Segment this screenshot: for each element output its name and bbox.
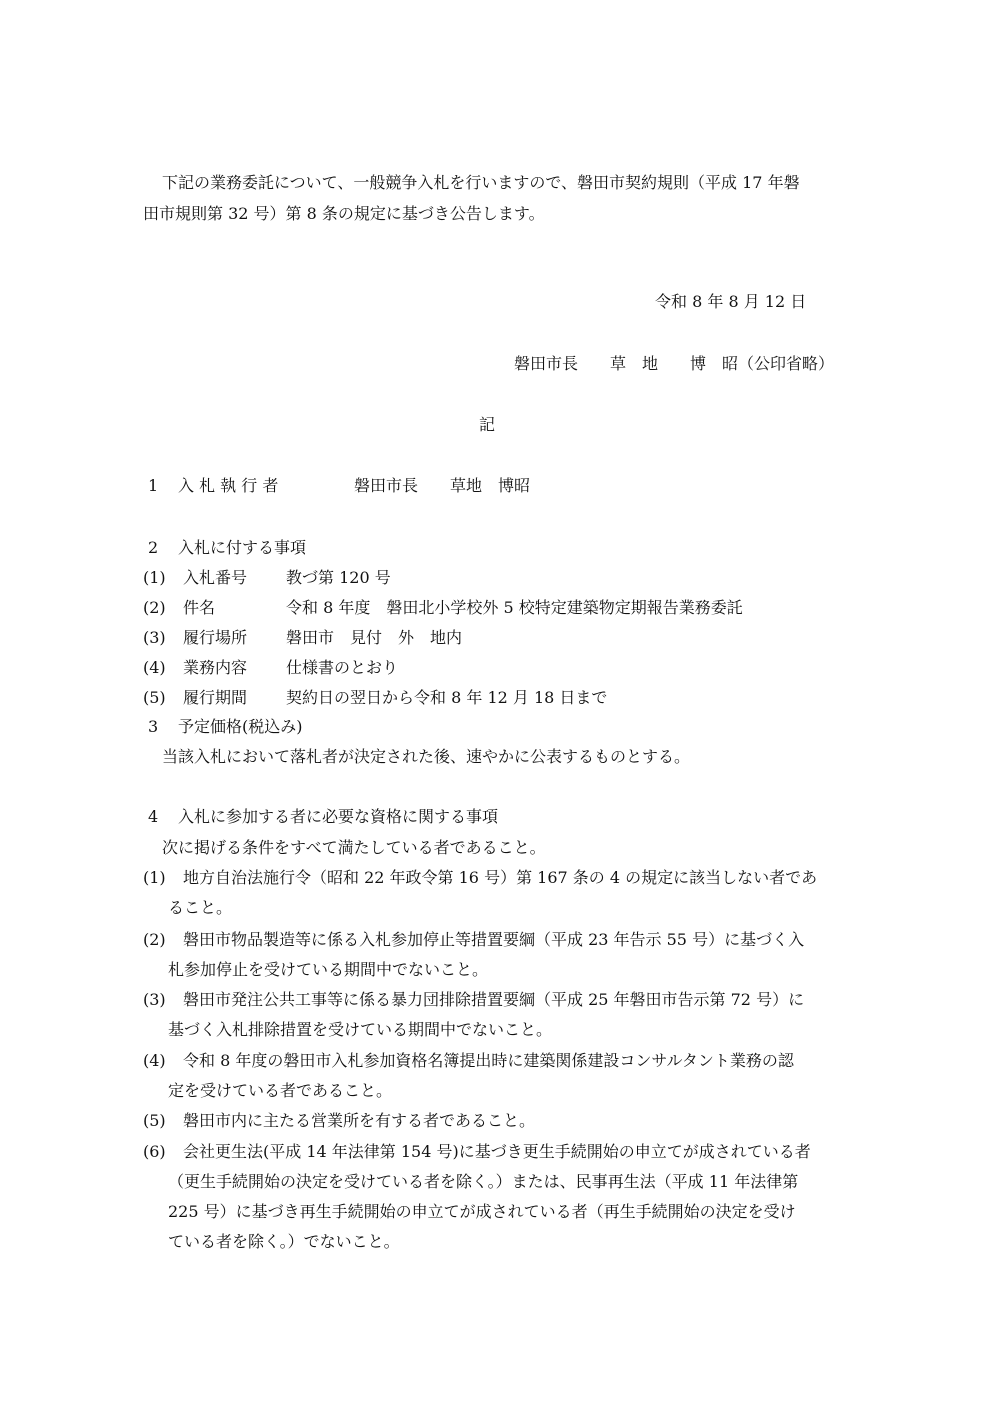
item-label: 業務内容 [183, 658, 248, 677]
item-number: (2) [143, 598, 166, 617]
section-2-number: 2 [148, 538, 159, 557]
item-line: 札参加停止を受けている期間中でないこと。 [168, 960, 489, 979]
item-value: 仕様書のとおり [286, 658, 399, 677]
item-label: 入札番号 [183, 568, 248, 587]
section-3-title: 予定価格(税込み) [178, 717, 303, 736]
item-number: (1) [143, 568, 166, 587]
item-number: (4) [143, 1051, 166, 1070]
item-number: (6) [143, 1142, 166, 1161]
item-number: (2) [143, 930, 166, 949]
section-4-number: 4 [148, 807, 159, 826]
item-line: 地方自治法施行令（昭和 22 年政令第 16 号）第 167 条の 4 の規定に該当しない者であ [183, 868, 818, 887]
section-2-title: 入札に付する事項 [178, 538, 307, 557]
item-number: (3) [143, 628, 166, 647]
intro-line-2: 田市規則第 32 号）第 8 条の規定に基づき公告します。 [143, 204, 545, 223]
item-line: 定を受けている者であること。 [168, 1081, 393, 1100]
section-4-intro: 次に掲げる条件をすべて満たしている者であること。 [162, 838, 546, 857]
item-line: 会社更生法(平成 14 年法律第 154 号)に基づき更生手続開始の申立てが成されている者 [183, 1142, 811, 1161]
section-3-body: 当該入札において落札者が決定された後、速やかに公表するものとする。 [162, 747, 691, 766]
intro-line-1: 下記の業務委託について、一般競争入札を行いますので、磐田市契約規則（平成 17 年磐 [162, 173, 800, 192]
item-value: 磐田市 見付 外 地内 [286, 628, 463, 647]
item-value: 令和 8 年度 磐田北小学校外 5 校特定建築物定期報告業務委託 [286, 598, 743, 617]
item-label: 履行期間 [183, 688, 248, 707]
item-label: 件名 [183, 598, 216, 617]
item-line: ている者を除く。）でないこと。 [168, 1232, 400, 1251]
section-1-label: 入 札 執 行 者 [178, 476, 279, 495]
item-line: （更生手続開始の決定を受けている者を除く。）または、民事再生法（平成 11 年法律第 [168, 1172, 799, 1191]
item-line: 磐田市内に主たる営業所を有する者であること。 [183, 1111, 536, 1130]
item-number: (5) [143, 1111, 166, 1130]
section-4-title: 入札に参加する者に必要な資格に関する事項 [178, 807, 499, 826]
item-line: 225 号）に基づき再生手続開始の申立てが成されている者（再生手続開始の決定を受け [168, 1202, 796, 1221]
item-number: (4) [143, 658, 166, 677]
item-line: 令和 8 年度の磐田市入札参加資格名簿提出時に建築関係建設コンサルタント業務の認 [183, 1051, 794, 1070]
item-number: (1) [143, 868, 166, 887]
item-line: ること。 [168, 898, 233, 917]
ki-heading: 記 [479, 415, 496, 434]
item-line: 磐田市発注公共工事等に係る暴力団排除措置要綱（平成 25 年磐田市告示第 72 号）に [183, 990, 805, 1009]
item-label: 履行場所 [183, 628, 248, 647]
item-line: 磐田市物品製造等に係る入札参加停止等措置要綱（平成 23 年告示 55 号）に基づく入 [183, 930, 805, 949]
item-value: 契約日の翌日から令和 8 年 12 月 18 日まで [286, 688, 608, 707]
item-number: (5) [143, 688, 166, 707]
notice-date: 令和 8 年 8 月 12 日 [655, 292, 807, 311]
item-value: 教づ第 120 号 [286, 568, 391, 587]
section-3-number: 3 [148, 717, 159, 736]
signature-line: 磐田市長 草 地 博 昭（公印省略） [514, 354, 835, 373]
item-line: 基づく入札排除措置を受けている期間中でないこと。 [168, 1020, 553, 1039]
section-1-value: 磐田市長 草地 博昭 [354, 476, 531, 495]
item-number: (3) [143, 990, 166, 1009]
section-1-number: 1 [148, 476, 159, 495]
